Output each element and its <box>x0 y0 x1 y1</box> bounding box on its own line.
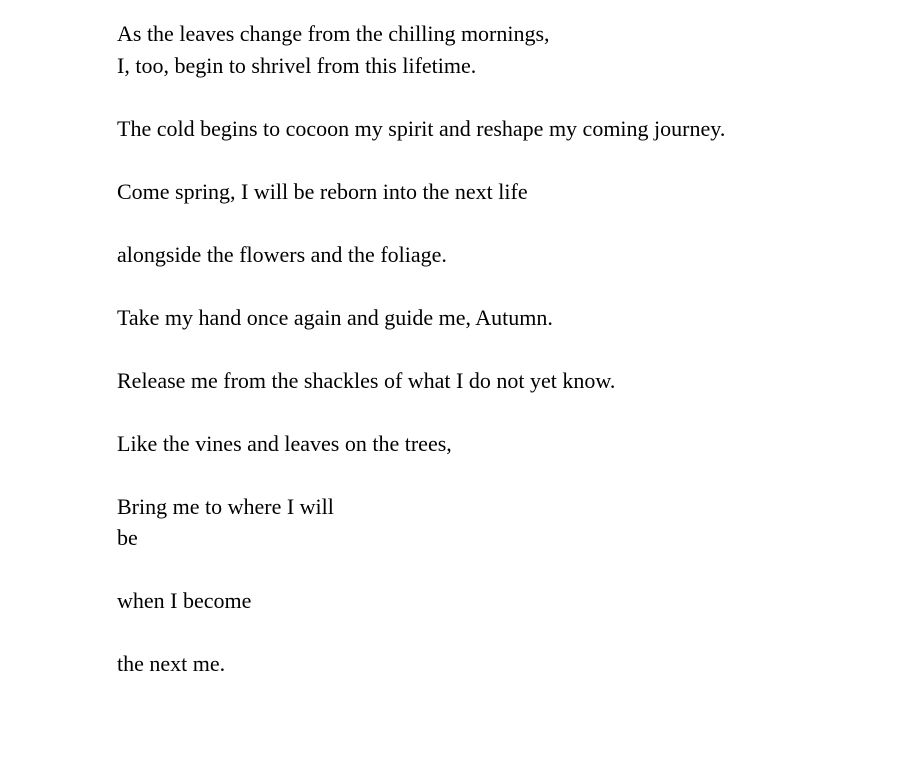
poem-line: The cold begins to cocoon my spirit and reshape my coming journey. <box>117 115 726 141</box>
stanza-5 <box>117 302 877 334</box>
poem-line: Bring me to where I will <box>117 493 334 519</box>
poem-line: Release me from the shackles of what I do not yet know. <box>117 367 616 393</box>
stanza-8 <box>117 491 877 554</box>
stanza-3 <box>117 176 877 208</box>
poem-line: Like the vines and leaves on the trees, <box>117 430 452 456</box>
poem-line: alongside the flowers and the foliage. <box>117 241 447 267</box>
stanza-4 <box>117 239 877 271</box>
poem-line: As the leaves change from the chilling mornings, <box>117 21 550 46</box>
poem-line: Take my hand once again and guide me, Autumn. <box>117 304 553 330</box>
stanza-10 <box>117 648 877 680</box>
stanza-2 <box>117 113 877 145</box>
stanza-7 <box>117 428 877 460</box>
poem-line: be <box>117 525 138 550</box>
stanza-9 <box>117 585 877 617</box>
poem-line: Come spring, I will be reborn into the next life <box>117 178 528 204</box>
stanza-1 <box>117 18 877 81</box>
stanza-6 <box>117 365 877 397</box>
poem-line: I, too, begin to shrivel from this lifetime. <box>117 52 477 78</box>
poem-line: the next me. <box>117 651 226 676</box>
poem-line: when I become <box>117 588 252 613</box>
poem <box>117 18 877 680</box>
